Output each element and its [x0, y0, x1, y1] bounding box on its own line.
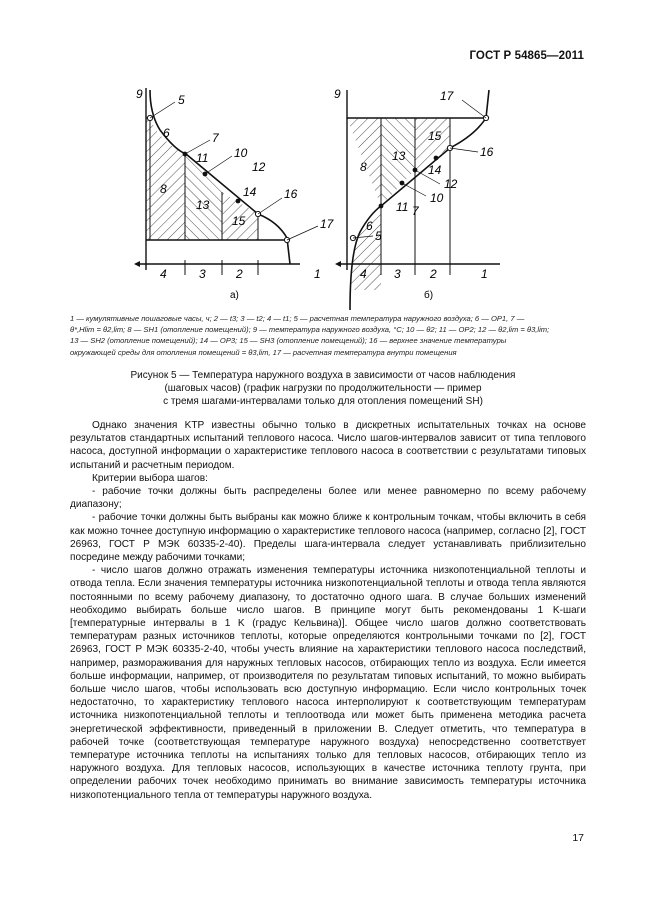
legend-line: 1 — кумулятивные пошаговые часы, ч; 2 — t3; 3 — t2; 4 — t1; 5 — расчетная температура наружного воздуха; 6 — OP1, 7 — [70, 314, 525, 323]
label-8-a: 8 [160, 182, 167, 196]
caption-line: Рисунок 5 — Температура наружного воздуха в зависимости от часов наблюдения [130, 370, 516, 381]
figure-5-diagrams [0, 80, 646, 310]
figure-caption [60, 369, 586, 408]
sublabel-b: б) [424, 290, 434, 301]
axis-3-b: 3 [394, 267, 401, 281]
legend-line: 13 — SH2 (отопление помещений); 14 — OP3; 15 — SH3 (отопление помещений); 16 — верхнее значение температуры [70, 336, 507, 346]
axis-4-b: 4 [360, 267, 367, 281]
label-8-b: 8 [360, 160, 367, 174]
label-10-b: 10 [430, 191, 444, 205]
label-9-b: 9 [334, 87, 341, 101]
caption-line: (шаговых часов) (график нагрузки по продолжительности — пример [164, 383, 482, 394]
axis-1-a: 1 [314, 267, 321, 281]
axis-3-a: 3 [199, 267, 206, 281]
label-16-b: 16 [480, 145, 494, 159]
label-5-b: 5 [375, 229, 382, 243]
region-13-a [185, 154, 222, 240]
label-15-b: 15 [428, 129, 442, 143]
label-6-b: 6 [366, 219, 373, 233]
paragraph: Критерии выбора шагов: [92, 472, 208, 484]
label-7-b: 7 [412, 204, 419, 218]
axis-4-a: 4 [160, 267, 167, 281]
label-11-a: 11 [196, 151, 209, 165]
paragraph: Однако значения KTP известны обычно только в дискретных испытательных точках на основе результатов стандартных испытаний теплового насоса. Число шагов-интервалов зависит от типа теплового насоса, доступной информации о характеристике теплового насоса в соответствии с результатами типовых испытаний и расчетным периодом. [70, 420, 586, 471]
diagram-a [134, 87, 335, 301]
label-14-a: 14 [243, 185, 257, 199]
paragraph: - рабочие точки должны быть распределены более или менее равномерно по всему рабочему диапазону; [70, 486, 586, 511]
label-13-b: 13 [392, 149, 406, 163]
label-6-a: 6 [163, 126, 170, 140]
label-17-b: 17 [440, 89, 454, 103]
label-16-a: 16 [284, 187, 298, 201]
sublabel-a: а) [230, 290, 239, 301]
label-12-a: 12 [252, 160, 266, 174]
page-number: 17 [572, 832, 584, 844]
label-10-a: 10 [234, 146, 248, 160]
label-7-a: 7 [212, 131, 219, 145]
caption-line: с тремя шагами-интервалами только для отопления помещений SH) [163, 396, 483, 407]
label-5-a: 5 [178, 93, 185, 107]
axis-2-b: 2 [430, 267, 437, 281]
axis-1-b: 1 [481, 267, 488, 281]
diagram-b [334, 87, 500, 310]
paragraph: - число шагов должно отражать изменения температуры источника низкопотенциальной теплоты и отвода тепла. Если значения температуры источника низкопотенциальной теплоты и отвода тепла являются постоянными по всему рабочему диапазону, то достаточно одного шага. В случае больших изменений необходимо выбирать больше число шагов. В принципе могут быть рекомендованы 1 K-шаги [температурные интервалы в 1 K (градус Кельвина)]. Общее число шагов должно соответствовать температурам разных источников теплоты, которые определяются контрольными точками по [2], ГОСТ 26963, ГОСТ Р МЭК 60335-2-40, чтобы учесть влияние на характеристики теплового насоса последствий, например, размораживания для наружных тепловых насосов, отбирающих тепло из воздуха. Если имеется больше информации, например, от производителя по результатам типовых испытаний, то можно выбирать больше число шагов, чтобы использовать всю доступную информацию. Если число контрольных точек недостаточно, то характеристику теплового насоса интерполируют к соответствующим температурам источника низкопотенциальной теплоты и теплоотвода или может быть применена методика расчета энергетической эффективности, приведенный в приложении В. Следует отметить, что температура в рабочей точке (соответствующая температуре наружного воздуха) непосредственно соответствует температуре источника теплоты на испытаниях только для тепловых насосов, отбирающих тепло из наружного воздуха. Для тепловых насосов, использующих в качестве источника теплоту грунта, при определении рабочих точек необходимо принимать во внимание зависимость температуры источника низкопотенциального тепла от температуры наружного воздуха. [70, 565, 586, 801]
label-14-b: 14 [428, 163, 442, 177]
label-17-a: 17 [320, 217, 334, 231]
label-12-b: 12 [444, 177, 458, 191]
axis-2-a: 2 [236, 267, 243, 281]
legend-line: θ*,Hlim = θ2,lim; 8 — SH1 (отопление помещений); 9 — температура наружного воздуха, °С; 10 — θ2; 11 — OP2; 12 — θ2,lim = θ3,lim; [70, 325, 550, 335]
legend-line: окружающей среды для отопления помещений = θ3,lim, 17 — расчетная температура внутри помещения [70, 347, 457, 357]
figure-legend [70, 313, 590, 358]
label-13-a: 13 [196, 198, 210, 212]
label-9-a: 9 [136, 87, 143, 101]
paragraph: - рабочие точки должны быть выбраны как можно ближе к контрольным точкам, чтобы включить в себя как можно точнее доступную информацию о характеристике теплового насоса (например, согласно [2], ГОСТ 26963, ГОСТ Р МЭК 60335-2-40). Пределы шага-интервала следует устанавливать приблизительно посредине между рабочими точками; [70, 512, 586, 564]
document-standard-number: ГОСТ Р 54865—2011 [469, 50, 584, 62]
body-text [70, 419, 586, 802]
label-11-b: 11 [396, 200, 409, 214]
label-15-a: 15 [232, 214, 246, 228]
